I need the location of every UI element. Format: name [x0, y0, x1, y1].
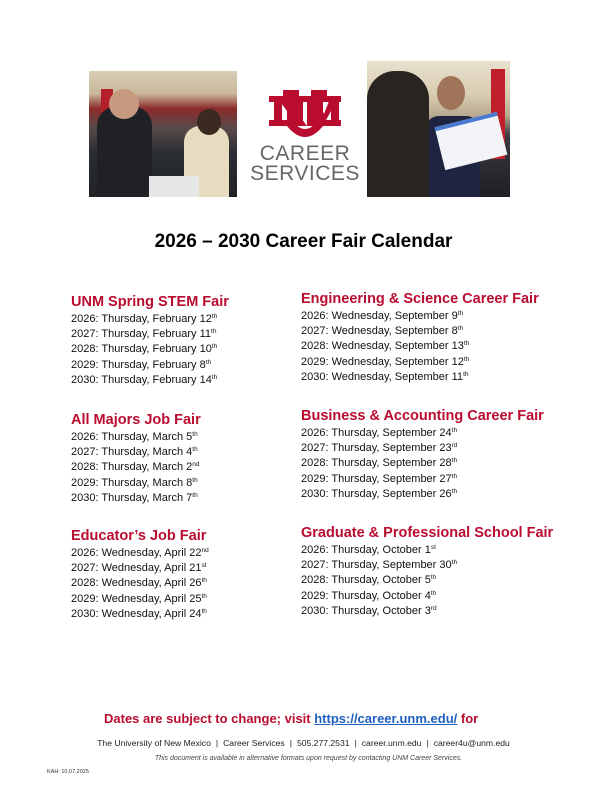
photo-detail	[97, 106, 152, 197]
unm-career-services-logo	[250, 90, 360, 195]
fair-title: Graduate & Professional School Fair	[301, 525, 554, 542]
fair-date: 2027: Wednesday, September 8th	[301, 325, 464, 338]
fair-date: 2030: Thursday, February 14th	[71, 373, 218, 386]
footer-separator: |	[354, 738, 357, 748]
fair-date: 2028: Thursday, September 28th	[301, 457, 458, 470]
unm-monogram-icon	[267, 90, 343, 144]
fair-date: 2028: Wednesday, September 13th	[301, 340, 470, 353]
fairs-column-left	[71, 293, 281, 622]
fair-date: 2028: Wednesday, April 26th	[71, 577, 207, 590]
fair-date: 2028: Thursday, October 5th	[301, 574, 437, 587]
fair-date: 2029: Thursday, September 27th	[301, 472, 458, 485]
fair-date: 2030: Wednesday, September 11th	[301, 370, 469, 383]
photo-detail	[149, 176, 199, 197]
fair-date: 2026: Thursday, March 5th	[71, 431, 198, 444]
fair-section	[71, 411, 281, 506]
notice-prefix: Dates are subject to change; visit	[104, 711, 315, 726]
logo-text-services: SERVICES	[250, 162, 360, 185]
accessibility-note: This document is available in alternative formats upon request by contacting UNM Career Services.	[154, 755, 463, 762]
footer-contact	[0, 738, 607, 748]
fair-section	[301, 524, 561, 619]
career-fair-photo-right	[367, 61, 510, 197]
career-website-link[interactable]: https://career.unm.edu/	[314, 711, 458, 726]
fair-section	[71, 527, 281, 622]
career-fair-photo-left	[89, 71, 237, 197]
fair-section	[301, 290, 561, 385]
fair-date: 2030: Thursday, October 3rd	[301, 604, 437, 617]
fairs-column-right	[301, 290, 561, 619]
fair-date: 2026: Wednesday, April 22nd	[71, 547, 209, 560]
fair-date: 2029: Thursday, February 8th	[71, 358, 212, 371]
fair-date: 2029: Wednesday, September 12th	[301, 355, 470, 368]
fair-date: 2029: Thursday, October 4th	[301, 589, 437, 602]
fair-section	[301, 407, 561, 502]
page-title: 2026 – 2030 Career Fair Calendar	[154, 231, 453, 252]
footer-phone: 505.277.2531	[296, 738, 350, 748]
fair-date: 2029: Thursday, March 8th	[71, 476, 198, 489]
footer-separator: |	[289, 738, 292, 748]
fair-date: 2026: Thursday, February 12th	[71, 313, 218, 325]
fair-date: 2027: Thursday, September 23rd	[301, 442, 458, 455]
fair-title: Engineering & Science Career Fair	[301, 291, 539, 307]
fair-date: 2027: Thursday, February 11th	[71, 328, 217, 341]
logo-text-career: CAREER	[259, 142, 351, 165]
fair-date: 2027: Thursday, March 4th	[71, 446, 198, 459]
photo-detail	[109, 89, 139, 119]
dates-notice	[104, 711, 478, 726]
footer-separator: |	[426, 738, 429, 748]
footer-email: career4u@unm.edu	[433, 738, 510, 748]
footer-university: The University of New Mexico	[97, 738, 211, 748]
fair-date: 2030: Thursday, March 7th	[71, 491, 198, 504]
fair-title: UNM Spring STEM Fair	[71, 294, 229, 310]
fair-date: 2028: Thursday, February 10th	[71, 343, 218, 356]
fair-date: 2026: Wednesday, September 9th	[301, 310, 464, 322]
fair-title: Business & Accounting Career Fair	[301, 408, 544, 425]
photo-detail	[367, 71, 429, 197]
fair-date: 2027: Thursday, September 30th	[301, 559, 458, 572]
fair-date: 2026: Thursday, October 1st	[301, 544, 436, 557]
footer-website: career.unm.edu	[361, 738, 422, 748]
fair-date: 2027: Wednesday, April 21st	[71, 562, 207, 575]
fair-date: 2030: Thursday, September 26th	[301, 487, 458, 500]
notice-suffix: for	[457, 711, 479, 726]
fair-title: Educator’s Job Fair	[71, 528, 207, 545]
footer-separator: |	[215, 738, 219, 748]
fair-title: All Majors Job Fair	[71, 412, 201, 429]
fair-date: 2026: Thursday, September 24th	[301, 427, 458, 440]
fair-date: 2030: Wednesday, April 24th	[71, 607, 207, 620]
footer-department: Career Services	[223, 738, 285, 748]
photo-detail	[437, 76, 465, 110]
fair-section	[71, 293, 281, 388]
document-code: KAH: 10.07.2025	[47, 769, 89, 775]
fair-date: 2029: Wednesday, April 25th	[71, 592, 207, 605]
photo-detail	[197, 109, 221, 135]
fair-date: 2028: Thursday, March 2nd	[71, 461, 200, 474]
